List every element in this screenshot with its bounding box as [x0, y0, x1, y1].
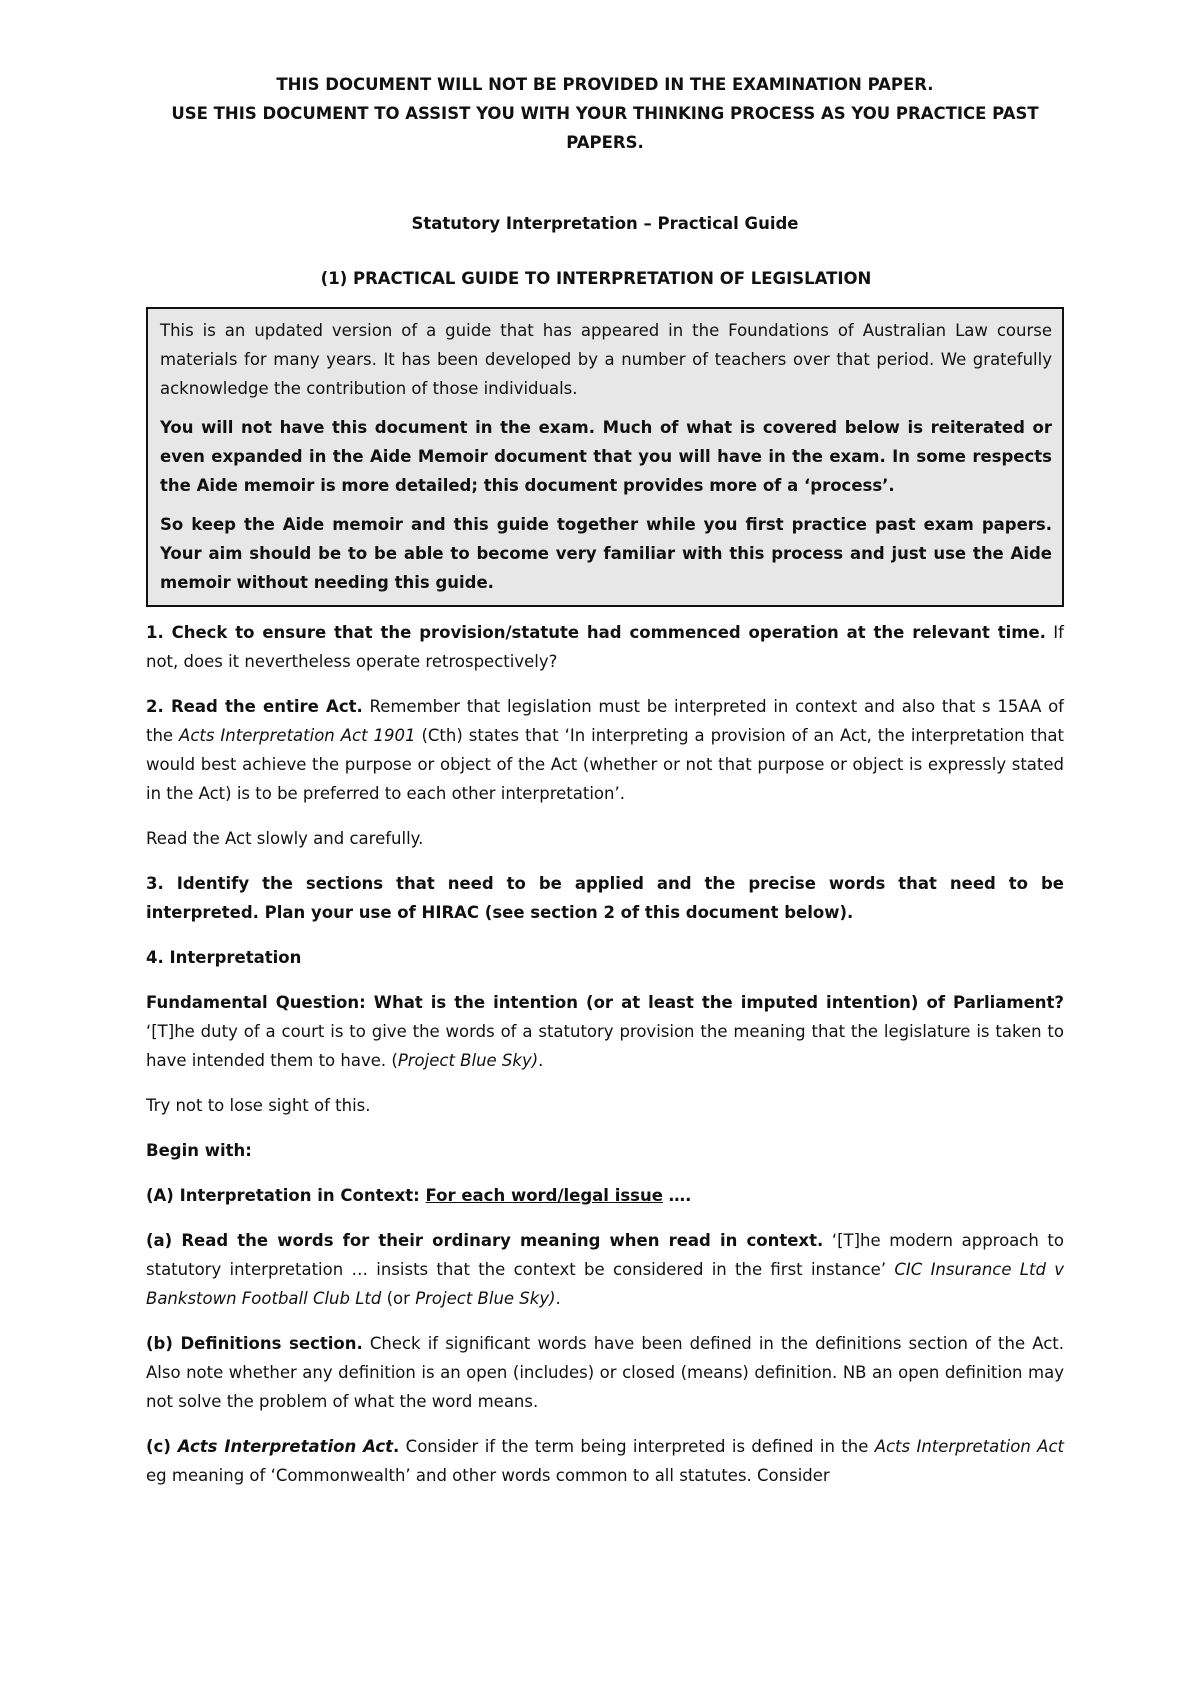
item-a: (a) Read the words for their ordinary meaning when read in context. ‘[T]he modern approach to statutory interpretation … insists that the context be considered in the first instance’ CIC Insurance Ltd v Bankstown Football Club Ltd (or Project Blue Sky). [146, 1231, 1064, 1308]
header-line-1: THIS DOCUMENT WILL NOT BE PROVIDED IN THE EXAMINATION PAPER. [276, 75, 934, 94]
item-b: (b) Definitions section. Check if significant words have been defined in the definitions section of the Act. Also note whether any definition is an open (includes) or closed (means) definition. NB an open definition may not solve the problem of what the word means. [146, 1334, 1064, 1411]
item-c: (c) Acts Interpretation Act. Consider if the term being interpreted is defined in the Acts Interpretation Act eg meaning of ‘Commonwealth’ and other words common to all statutes. Consider [146, 1437, 1064, 1485]
notice-paragraph-1: This is an updated version of a guide that has appeared in the Foundations of Australian Law course materials for many years. It has been developed by a number of teachers over that period. We gratefully acknowledge the contribution of those individuals. [160, 321, 1052, 398]
notice-paragraph-2: You will not have this document in the exam. Much of what is covered below is reiterated or even expanded in the Aide Memoir document that you will have in the exam. In some respects the Aide memoir is more detailed; this document provides more of a ‘process’. [160, 418, 1052, 495]
read-slowly-note: Read the Act slowly and carefully. [146, 829, 424, 848]
step-4-heading: 4. Interpretation [146, 948, 302, 967]
notice-box [146, 307, 1064, 607]
header-line-2: USE THIS DOCUMENT TO ASSIST YOU WITH YOUR THINKING PROCESS AS YOU PRACTICE PAST PAPERS. [171, 104, 1039, 152]
subsection-a-heading: (A) Interpretation in Context: For each word/legal issue …. [146, 1186, 692, 1205]
section-heading: (1) PRACTICAL GUIDE TO INTERPRETATION OF LEGISLATION [320, 269, 872, 288]
try-not-note: Try not to lose sight of this. [146, 1096, 371, 1115]
step-2: 2. Read the entire Act. Remember that legislation must be interpreted in context and also that s 15AA of the Acts Interpretation Act 1901 (Cth) states that ‘In interpreting a provision of an Act, the interpretation that would best achieve the purpose or object of the Act (whether or not that purpose or object is expressly stated in the Act) is to be preferred to each other interpretation’. [146, 697, 1064, 803]
step-1: 1. Check to ensure that the provision/statute had commenced operation at the relevant time. If not, does it nevertheless operate retrospectively? [146, 623, 1064, 671]
guide-body [146, 618, 1064, 1490]
page-title: Statutory Interpretation – Practical Guide [411, 214, 799, 233]
begin-with: Begin with: [146, 1141, 252, 1160]
fundamental-question: Fundamental Question: What is the intention (or at least the imputed intention) of Parliament? ‘[T]he duty of a court is to give the words of a statutory provision the meaning that the legislature is taken to have intended them to have. (Project Blue Sky). [146, 993, 1064, 1070]
header-notice [146, 70, 1064, 157]
notice-paragraph-3: So keep the Aide memoir and this guide together while you first practice past exam papers. Your aim should be to be able to become very familiar with this process and just use the Aide memoir without needing this guide. [160, 515, 1052, 592]
step-3: 3. Identify the sections that need to be applied and the precise words that need to be interpreted. Plan your use of HIRAC (see section 2 of this document below). [146, 874, 1064, 922]
